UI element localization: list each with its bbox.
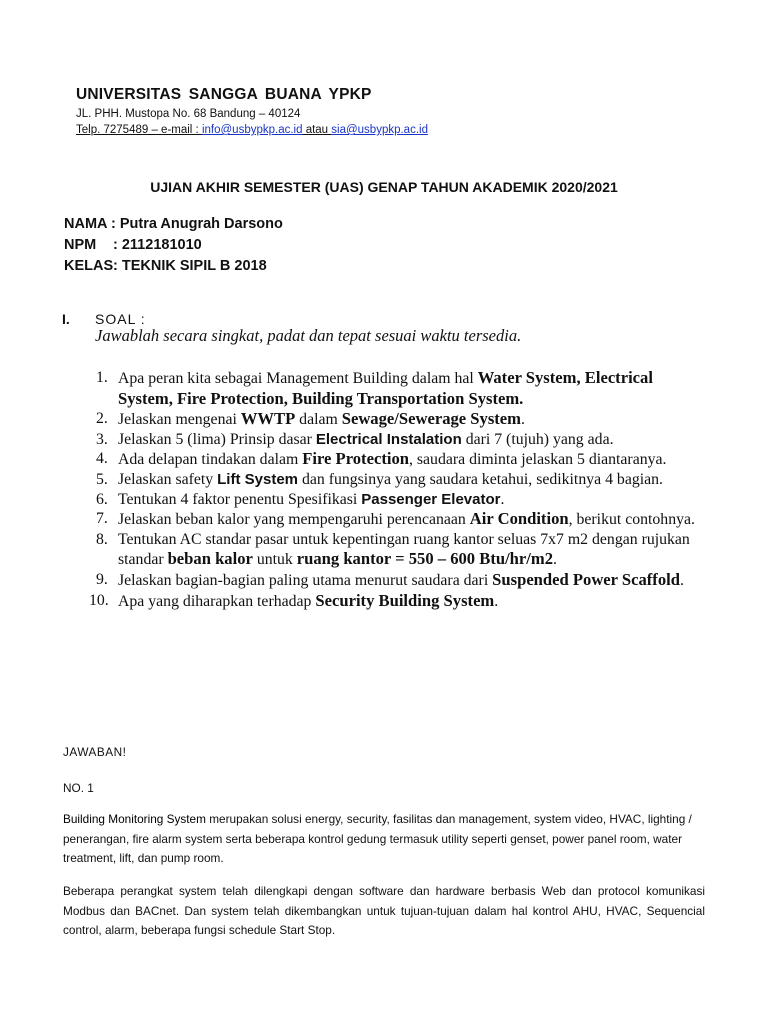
question-text: . [553,551,557,569]
phone-label: Telp. 7275489 – e-mail : [76,124,202,136]
question-text: dalam [295,411,342,429]
question-list [89,368,696,611]
question-number: 6. [96,490,108,508]
question-item [96,530,696,570]
question-item [96,449,696,470]
npm-value: : 2112181010 [113,237,202,253]
answer-term: Building Monitoring System [63,812,206,826]
answer-number-1: NO. 1 [63,781,94,795]
question-emphasis: Suspended Power Scaffold [492,569,680,589]
npm-label: NPM [64,237,97,253]
question-number: 9. [96,570,108,588]
question-text: Apa yang diharapkan terhadap [118,592,316,610]
answers-heading: JAWABAN! [63,745,127,759]
question-item [96,490,696,510]
question-item [96,430,696,450]
question-text: dari 7 (tujuh) yang ada. [461,430,614,448]
student-npm-row [64,237,202,253]
student-name-row [64,216,283,232]
answer-text: merupakan solusi energy, security, fasilitas dan management, system video, HVAC, lighting / penerangan, fire alarm system serta beberapa kontrol gedung termasuk utility seperti genset, power panel room, water treatment, lift, dan pump room. [63,812,692,865]
question-number: 10. [89,591,109,609]
question-number: 4. [96,450,108,468]
question-emphasis: Lift System [217,470,298,488]
question-emphasis: Air Condition [469,509,569,529]
question-item [96,409,696,430]
question-item [96,470,696,490]
question-emphasis: Sewage/Sewerage System [341,409,521,429]
section-number: I. [62,311,70,327]
question-text: Apa peran kita sebagai Management Building dalam hal [118,370,478,387]
question-item [96,368,696,409]
class-value: : TEKNIK SIPIL B 2018 [113,258,267,274]
student-class-row [64,258,267,274]
question-text: , saudara diminta jelaskan 5 diantaranya. [408,451,667,469]
question-item [96,509,696,530]
university-name: UNIVERSITAS SANGGA BUANA YPKP [76,86,372,103]
class-label: KELAS [64,258,114,274]
section-title: SOAL : [95,311,146,327]
question-text: , berikut contohnya. [568,511,695,529]
section-instruction: Jawablah secara singkat, padat dan tepat sesuai waktu tersedia. [95,326,522,345]
question-emphasis: Passenger Elevator [361,490,501,508]
exam-title: UJIAN AKHIR SEMESTER (UAS) GENAP TAHUN AKADEMIK 2020/2021 [150,179,618,195]
question-number: 7. [96,510,108,528]
question-emphasis: Fire Protection [302,449,409,469]
answer-paragraph-1 [63,810,705,869]
question-number: 1. [96,369,108,386]
question-number: 3. [96,430,108,448]
question-text: . [500,490,505,508]
question-text: dan fungsinya yang saudara ketahui, sedikitnya 4 bagian. [298,470,663,488]
question-text: Jelaskan beban kalor yang mempengaruhi perencanaan [118,511,470,529]
question-text: . [679,571,684,589]
contact-line [76,124,428,136]
question-emphasis: Water System, Electrical System, Fire Protection, Building Transportation System. [118,368,653,408]
name-value: : Putra Anugrah Darsono [111,216,283,232]
email-link-sia[interactable]: sia@usbypkp.ac.id [331,124,428,136]
question-number: 8. [96,530,108,548]
question-emphasis: Security Building System [315,590,495,610]
question-number: 2. [96,410,108,428]
question-text: . [521,411,525,429]
question-text: Jelaskan mengenai [118,411,241,429]
name-label: NAMA [64,216,107,232]
question-text: Ada delapan tindakan dalam [118,451,303,469]
question-text: untuk [252,551,297,569]
question-text: Tentukan 4 faktor penentu Spesifikasi [118,490,362,508]
question-text: Jelaskan bagian-bagian paling utama menurut saudara dari [118,571,493,589]
question-emphasis: beban kalor [167,549,253,569]
question-text: Tentukan AC standar pasar untuk kepentingan ruang kantor seluas 7x7 m2 dengan rujukan standar [118,530,690,569]
question-emphasis: ruang kantor = 550 – 600 Btu/hr/m2 [296,549,554,569]
email-link-info[interactable]: info@usbypkp.ac.id [201,124,303,136]
question-text: . [494,592,499,610]
university-address: JL. PHH. Mustopa No. 68 Bandung – 40124 [76,108,301,120]
question-number: 5. [96,470,108,488]
question-emphasis: WWTP [240,409,296,429]
question-emphasis: Electrical Instalation [315,430,462,448]
email-connector: atau [302,124,332,136]
question-text: Jelaskan 5 (lima) Prinsip dasar [118,430,316,448]
question-item [96,570,696,591]
question-text: Jelaskan safety [118,470,218,488]
question-item [89,590,696,612]
answer-paragraph-2: Beberapa perangkat system telah dilengkapi dengan software dan hardware berbasis Web dan protocol komunikasi Modbus dan BACnet. Dan system telah dikembangkan untuk tujuan-tujuan dalam hal kontrol AHU, HVAC, Sequencial control, alarm, beberapa fungsi schedule Start Stop. [63,884,705,937]
